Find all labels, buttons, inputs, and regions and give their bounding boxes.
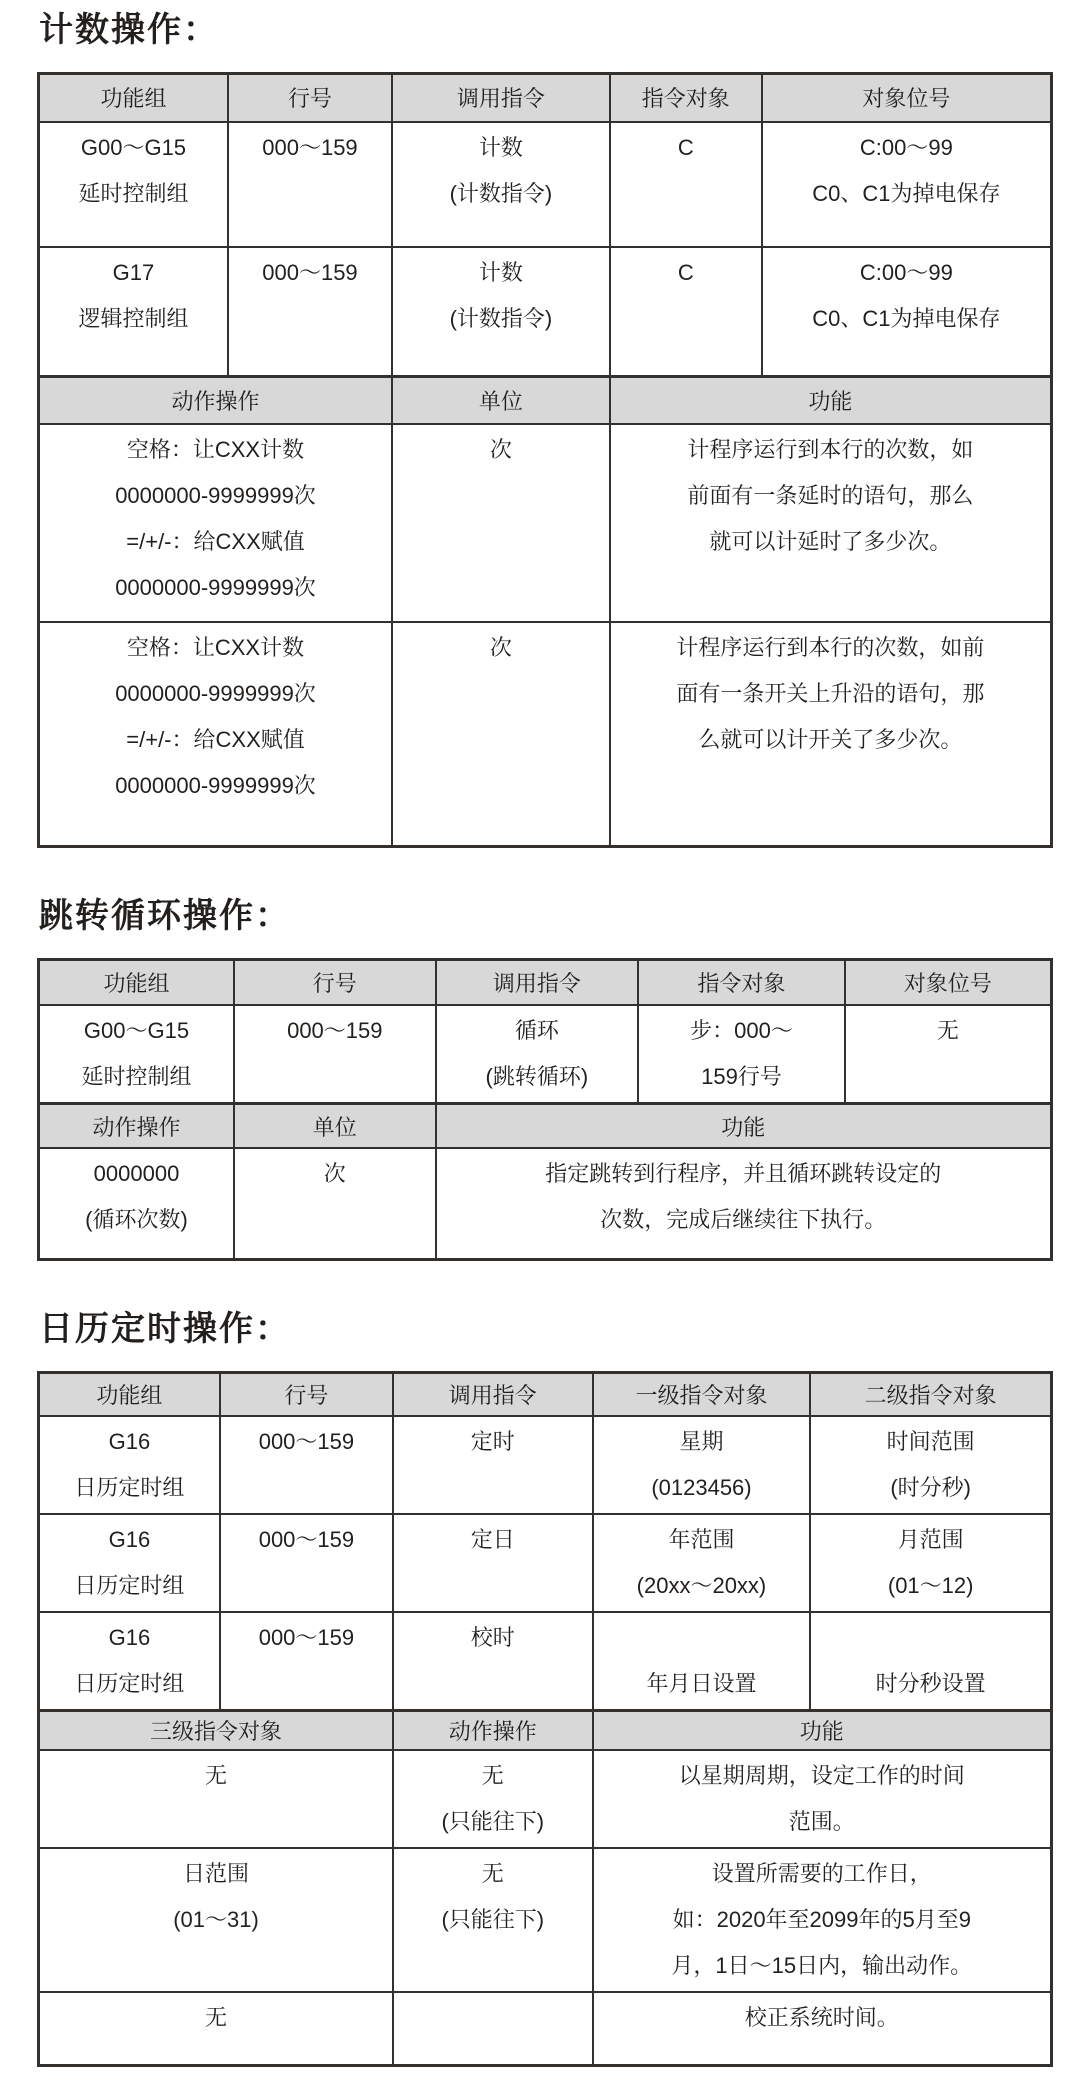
cell-line: 延时控制组	[81, 1063, 192, 1089]
table-section-jump-loop	[37, 894, 1053, 1261]
cell-line: 月，1日～15日内，输出动作。	[671, 1953, 973, 1979]
cell-line: 校时	[470, 1624, 515, 1650]
cell-line: 功能组	[96, 1382, 163, 1408]
cell-line: C:00～99	[859, 259, 953, 285]
table-cell	[593, 1750, 1052, 1848]
cell-line: G00～G15	[80, 134, 187, 160]
cell-line: (计数指令)	[449, 180, 553, 206]
table-header-row	[39, 1710, 1052, 1750]
table-cell	[593, 1612, 811, 1711]
cell-line: 空格：让CXX计数	[126, 436, 305, 462]
table-cell	[220, 1514, 393, 1612]
column-header-cell	[392, 74, 610, 122]
column-header-cell	[39, 1103, 235, 1148]
column-header-cell	[228, 74, 392, 122]
cell-line: (时分秒)	[890, 1474, 971, 1500]
cell-line: 逻辑控制组	[78, 305, 189, 331]
cell-line: 功能	[808, 388, 853, 414]
column-header-cell	[393, 1373, 593, 1416]
table-cell	[220, 1416, 393, 1514]
cell-line: 延时控制组	[78, 180, 189, 206]
table-calendar-timing	[37, 1371, 1053, 2067]
cell-line: 时间范围	[886, 1428, 975, 1454]
cell-line: C	[677, 134, 694, 160]
table-cell	[845, 1005, 1052, 1104]
cell-line: 步：000～	[690, 1017, 793, 1043]
table-cell	[392, 122, 610, 247]
cell-line: (01～12)	[887, 1572, 974, 1598]
table-cell	[593, 1992, 1052, 2065]
table-row	[39, 1848, 1052, 1992]
cell-line	[815, 1615, 1046, 1661]
table-header-row	[39, 377, 1052, 424]
table-cell	[392, 622, 610, 847]
table-cell	[39, 247, 228, 377]
table-row	[39, 1612, 1052, 1711]
cell-line: (只能往下)	[441, 1809, 545, 1835]
cell-line: 日历定时组	[74, 1670, 185, 1696]
column-header-cell	[234, 960, 436, 1005]
column-header-cell	[762, 74, 1052, 122]
table-cell	[393, 1514, 593, 1612]
column-header-cell	[610, 74, 762, 122]
column-header-cell	[39, 377, 393, 424]
cell-line: 调用指令	[492, 971, 581, 997]
cell-line: 单位	[478, 388, 523, 414]
table-row	[39, 424, 1052, 622]
cell-line: 159行号	[701, 1063, 782, 1089]
table-row	[39, 1514, 1052, 1612]
cell-line: 定日	[470, 1526, 515, 1552]
cell-line: G16	[108, 1526, 151, 1552]
cell-line: C:00～99	[859, 134, 953, 160]
table-cell	[393, 1416, 593, 1514]
cell-line: =/+/-：给CXX赋值	[126, 726, 305, 752]
cell-line: 调用指令	[456, 86, 545, 112]
cell-line: 功能	[799, 1718, 844, 1744]
cell-line: 计数	[478, 134, 523, 160]
table-row	[39, 1005, 1052, 1104]
table-cell	[393, 1992, 593, 2065]
cell-line: 行号	[284, 1382, 329, 1408]
table-cell	[762, 247, 1052, 377]
column-header-cell	[436, 1103, 1052, 1148]
table-row	[39, 122, 1052, 247]
cell-line: 功能组	[103, 971, 170, 997]
cell-line: =/+/-：给CXX赋值	[126, 528, 305, 554]
cell-line: 二级指令对象	[864, 1382, 997, 1408]
cell-line	[598, 1615, 806, 1661]
cell-line: 以星期周期，设定工作的时间	[678, 1763, 965, 1789]
cell-line: 0000000	[93, 1161, 180, 1187]
cell-line: (0123456)	[651, 1474, 752, 1500]
table-counting	[37, 72, 1053, 848]
cell-line: 行号	[312, 971, 357, 997]
cell-line: 如：2020年至2099年的5月至9	[672, 1907, 971, 1933]
cell-line: 次数，完成后继续往下执行。	[600, 1207, 887, 1233]
table-header-row	[39, 1103, 1052, 1148]
table-cell	[436, 1005, 639, 1104]
cell-line: G17	[112, 259, 155, 285]
table-cell	[610, 122, 762, 247]
table-section-calendar-timing	[37, 1307, 1053, 2067]
cell-line: 000～159	[262, 259, 358, 285]
cell-line: 就可以计延时了多少次。	[709, 528, 952, 554]
column-header-cell	[39, 1373, 220, 1416]
cell-line: 0000000-9999999次	[115, 482, 316, 508]
cell-line: 日历定时组	[74, 1474, 185, 1500]
cell-line: 0000000-9999999次	[115, 680, 316, 706]
cell-line: 功能组	[100, 86, 167, 112]
column-header-cell	[220, 1373, 393, 1416]
table-cell	[610, 247, 762, 377]
cell-line: G00～G15	[83, 1017, 190, 1043]
cell-line: (计数指令)	[449, 305, 553, 331]
cell-line: 动作操作	[171, 388, 260, 414]
cell-line: 对象位号	[862, 86, 951, 112]
table-cell	[39, 1992, 394, 2065]
cell-line: 指令对象	[697, 971, 786, 997]
table-row	[39, 1416, 1052, 1514]
cell-line: 日范围	[183, 1861, 250, 1887]
table-header-row	[39, 1373, 1052, 1416]
cell-line: 动作操作	[448, 1718, 537, 1744]
cell-line: 年月日设置	[646, 1670, 757, 1696]
cell-line: 日历定时组	[74, 1572, 185, 1598]
cell-line: 指令对象	[641, 86, 730, 112]
section-title-jump-loop: 跳转循环操作：	[39, 897, 291, 936]
cell-line: 动作操作	[92, 1114, 181, 1140]
table-section-counting	[37, 8, 1053, 848]
cell-line: (只能往下)	[441, 1907, 545, 1933]
table-cell	[593, 1416, 811, 1514]
table-cell	[39, 1148, 235, 1259]
table-cell	[228, 122, 392, 247]
cell-line: 调用指令	[448, 1382, 537, 1408]
table-cell	[393, 1750, 593, 1848]
table-row	[39, 247, 1052, 377]
cell-line: 年范围	[668, 1526, 735, 1552]
table-cell	[39, 424, 393, 622]
table-cell	[234, 1148, 436, 1259]
cell-line: (01～31)	[173, 1907, 259, 1933]
table-cell	[393, 1612, 593, 1711]
cell-line: 次	[323, 1161, 346, 1187]
section-title-calendar-timing: 日历定时操作：	[39, 1309, 291, 1348]
table-row	[39, 622, 1052, 847]
cell-line: C	[677, 259, 694, 285]
cell-line: (20xx～20xx)	[636, 1572, 767, 1598]
table-cell	[220, 1612, 393, 1711]
column-header-cell	[610, 377, 1052, 424]
cell-line: 无	[481, 1861, 504, 1887]
document	[0, 8, 1080, 2067]
cell-line: 计数	[478, 259, 523, 285]
cell-line: 对象位号	[903, 971, 992, 997]
cell-line: 单位	[312, 1114, 357, 1140]
cell-line: 面有一条开关上升沿的语句，那	[676, 680, 985, 706]
cell-line: 计程序运行到本行的次数，如前	[676, 634, 985, 660]
table-cell	[39, 1005, 235, 1104]
cell-line: 三级指令对象	[150, 1718, 283, 1744]
cell-line: 定时	[470, 1428, 515, 1454]
cell-line: 空格：让CXX计数	[126, 634, 305, 660]
cell-line: 0000000-9999999次	[115, 574, 316, 600]
table-cell	[593, 1514, 811, 1612]
table-cell	[610, 622, 1052, 847]
cell-line: 000～159	[258, 1428, 355, 1454]
table-cell	[39, 622, 393, 847]
table-cell	[392, 247, 610, 377]
cell-line: 000～159	[262, 134, 358, 160]
cell-line: 0000000-9999999次	[115, 772, 316, 798]
table-cell	[228, 247, 392, 377]
table-cell	[39, 1612, 220, 1711]
column-header-cell	[638, 960, 845, 1005]
cell-line: 000～159	[258, 1526, 355, 1552]
table-row	[39, 1750, 1052, 1848]
column-header-cell	[810, 1373, 1051, 1416]
column-header-cell	[436, 960, 639, 1005]
cell-line: 行号	[287, 86, 332, 112]
cell-line: 校正系统时间。	[744, 2005, 899, 2031]
table-cell	[392, 424, 610, 622]
cell-line: 000～159	[258, 1624, 355, 1650]
table-cell	[393, 1848, 593, 1992]
column-header-cell	[593, 1373, 811, 1416]
table-cell	[436, 1148, 1052, 1259]
cell-line: (跳转循环)	[485, 1063, 589, 1089]
column-header-cell	[234, 1103, 436, 1148]
cell-line: 无	[481, 1763, 504, 1789]
cell-line: 星期	[679, 1428, 724, 1454]
cell-line: 一级指令对象	[635, 1382, 768, 1408]
column-header-cell	[845, 960, 1052, 1005]
column-header-cell	[393, 1710, 593, 1750]
table-jump-loop	[37, 958, 1053, 1261]
table-cell	[762, 122, 1052, 247]
cell-line: G16	[108, 1428, 151, 1454]
column-header-cell	[39, 1710, 394, 1750]
cell-line: C0、C1为掉电保存	[812, 180, 1001, 206]
cell-line: G16	[108, 1624, 151, 1650]
cell-line: 次	[489, 634, 512, 660]
cell-line: (循环次数)	[85, 1207, 188, 1233]
cell-line: 时分秒设置	[875, 1670, 986, 1696]
table-cell	[234, 1005, 436, 1104]
cell-line: 计程序运行到本行的次数，如	[687, 436, 974, 462]
column-header-cell	[39, 74, 228, 122]
table-cell	[39, 1750, 394, 1848]
cell-line: 设置所需要的工作日，	[711, 1861, 932, 1887]
cell-line: 功能	[721, 1114, 766, 1140]
table-cell	[39, 1514, 220, 1612]
table-cell	[39, 122, 228, 247]
cell-line: 月范围	[897, 1526, 964, 1552]
cell-line: C0、C1为掉电保存	[812, 305, 1001, 331]
cell-line: 循环	[514, 1017, 559, 1043]
table-cell	[810, 1416, 1051, 1514]
table-header-row	[39, 74, 1052, 122]
cell-line: 指定跳转到行程序，并且循环跳转设定的	[545, 1161, 942, 1187]
cell-line: 次	[489, 436, 512, 462]
table-cell	[39, 1848, 394, 1992]
cell-line: 么就可以计开关了多少次。	[698, 726, 963, 752]
table-cell	[593, 1848, 1052, 1992]
table-header-row	[39, 960, 1052, 1005]
table-row	[39, 1148, 1052, 1259]
table-cell	[810, 1514, 1051, 1612]
table-cell	[610, 424, 1052, 622]
table-row	[39, 1992, 1052, 2065]
table-cell	[39, 1416, 220, 1514]
column-header-cell	[39, 960, 235, 1005]
cell-line: 范围。	[788, 1809, 855, 1835]
column-header-cell	[392, 377, 610, 424]
cell-line: 无	[936, 1017, 959, 1043]
cell-line: 无	[205, 2005, 228, 2031]
cell-line: 前面有一条延时的语句，那么	[687, 482, 974, 508]
cell-line: 000～159	[287, 1017, 383, 1043]
table-cell	[638, 1005, 845, 1104]
table-cell	[810, 1612, 1051, 1711]
section-title-counting: 计数操作：	[39, 11, 219, 49]
cell-line: 无	[205, 1763, 228, 1789]
column-header-cell	[593, 1710, 1052, 1750]
